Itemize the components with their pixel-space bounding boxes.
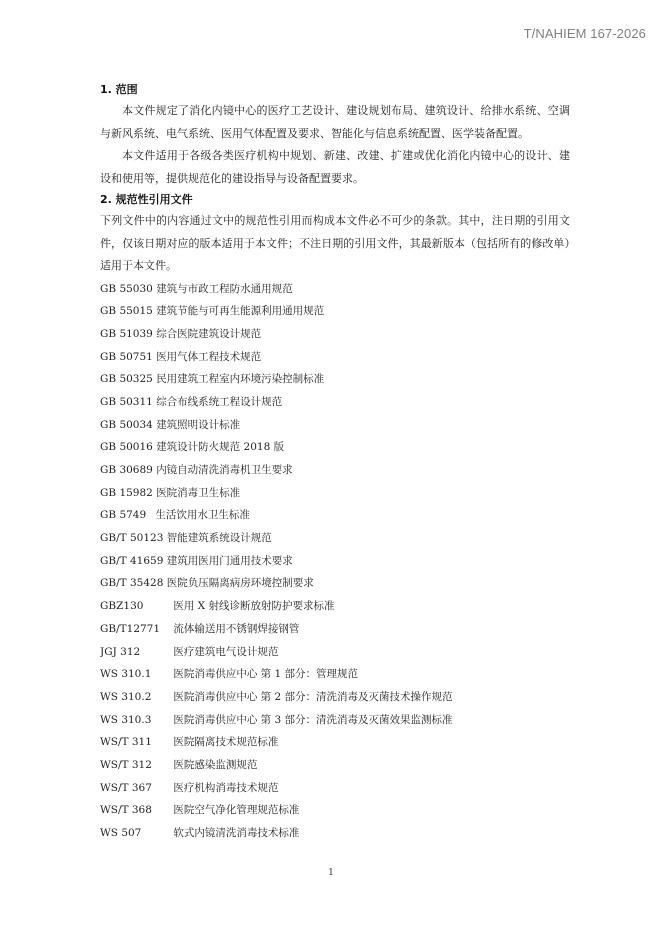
reference-item [100,482,570,505]
reference-title: 建筑设计防火规范 2018 版 [156,441,285,454]
reference-item [100,777,570,800]
reference-title: 建筑用医用门通用技术要求 [166,554,293,567]
reference-title: 软式内镜清洗消毒技术标准 [173,827,300,839]
reference-code: WS/T 312 [100,758,152,771]
reference-title: 建筑与市政工程防水通用规范 [156,282,293,295]
reference-item [100,618,570,641]
reference-title: 生活饮用水卫生标准 [155,509,250,522]
reference-code: GB/T 35428 [100,577,164,590]
reference-title: 内镜自动清洗消毒机卫生要求 [156,464,293,476]
reference-title: 医用气体工程技术规范 [156,350,262,363]
reference-item [100,391,570,414]
reference-code: GB 50325 [100,373,153,386]
section-2-heading: 2. 规范性引用文件 [100,193,193,206]
page-number: 1 [328,868,334,878]
reference-title: 综合布线系统工程设计规范 [156,395,283,408]
reference-code: GB 50311 [100,395,153,408]
reference-code: GB 55030 [100,282,153,295]
reference-item [100,595,570,618]
reference-code: GB 51039 [100,327,153,340]
reference-title: 智能建筑系统设计规范 [166,532,272,545]
reference-code: WS 507 [100,827,142,839]
reference-code: GB/T 41659 [100,554,164,567]
reference-code: WS/T 311 [100,736,152,749]
reference-item [100,346,570,369]
reference-title: 医院消毒供应中心 第 3 部分：清洗消毒及灭菌效果监测标准 [173,713,453,726]
reference-title: 医疗机构消毒技术规范 [173,781,279,794]
section-2-intro: 下列文件中的内容通过文中的规范性引用而构成本文件必不可少的条款。其中，注日期的引用文件，仅该日期对应的版本适用于本文件；不注日期的引用文件，其最新版本（包括所有的修改单）适用于本文件。 [100,214,570,272]
reference-title: 医用 X 射线诊断放射防护要求标准 [173,600,335,613]
reference-code: GB 50034 [100,418,153,431]
reference-code: JGJ 312 [100,645,141,658]
reference-code: GB 5749 [100,509,147,522]
reference-code: WS/T 367 [100,781,152,794]
section-1-paragraph-applicability: 本文件适用于各级各类医疗机构中规划、新建、改建、扩建或优化消化内镜中心的设计、建设和使用等，提供规范化的建设指导与设备配置要求。 [100,149,570,185]
reference-code: WS 310.2 [100,690,152,703]
reference-code: WS 310.1 [100,668,152,681]
reference-item [100,436,570,459]
reference-item [100,300,570,323]
reference-item [100,504,570,527]
reference-title: 综合医院建筑设计规范 [156,327,262,340]
reference-item [100,278,570,301]
reference-code: GB 50751 [100,350,153,363]
reference-item [100,731,570,754]
reference-item [100,368,570,391]
reference-title: 建筑节能与可再生能源利用通用规范 [156,305,325,318]
reference-title: 医院消毒供应中心 第 2 部分：清洗消毒及灭菌技术操作规范 [173,690,453,703]
document-body [100,78,570,845]
section-1-paragraph-scope: 本文件规定了消化内镜中心的医疗工艺设计、建设规划布局、建筑设计、给排水系统、空调与新风系统、电气系统、医用气体配置及要求、智能化与信息系统配置、医学装备配置。 [100,104,570,140]
reference-item [100,709,570,732]
reference-title: 医疗建筑电气设计规范 [173,645,279,658]
reference-item [100,686,570,709]
reference-item [100,459,570,482]
section-1-heading: 1. 范围 [100,83,138,96]
standard-code-header: T/NAHIEM 167-2026 [523,26,646,41]
reference-title: 医院感染监测规范 [173,758,258,771]
reference-code: GBZ130 [100,600,144,613]
reference-item [100,754,570,777]
reference-item [100,414,570,437]
reference-code: GB/T 50123 [100,532,164,545]
reference-code: WS/T 368 [100,804,152,817]
reference-item [100,641,570,664]
reference-title: 建筑照明设计标准 [156,418,241,431]
reference-item [100,550,570,573]
reference-code: GB/T12771 [100,622,161,635]
reference-code: GB 15982 [100,486,153,499]
reference-title: 流体输送用不锈钢焊接钢管 [173,622,300,635]
reference-item [100,799,570,822]
reference-item [100,663,570,686]
reference-title: 医院空气净化管理规范标准 [173,804,300,817]
reference-item [100,572,570,595]
reference-item [100,527,570,550]
reference-title: 医院消毒卫生标准 [156,486,241,499]
reference-item [100,323,570,346]
reference-code: WS 310.3 [100,713,152,726]
reference-title: 医院隔离技术规范标准 [173,736,279,749]
reference-code: GB 55015 [100,305,153,318]
reference-title: 医院负压隔离病房环境控制要求 [166,577,314,590]
reference-item [100,822,570,845]
reference-title: 医院消毒供应中心 第 1 部分：管理规范 [173,668,359,681]
reference-code: GB 30689 [100,464,153,476]
reference-list [100,278,570,845]
reference-code: GB 50016 [100,441,153,454]
reference-title: 民用建筑工程室内环境污染控制标准 [156,373,325,386]
